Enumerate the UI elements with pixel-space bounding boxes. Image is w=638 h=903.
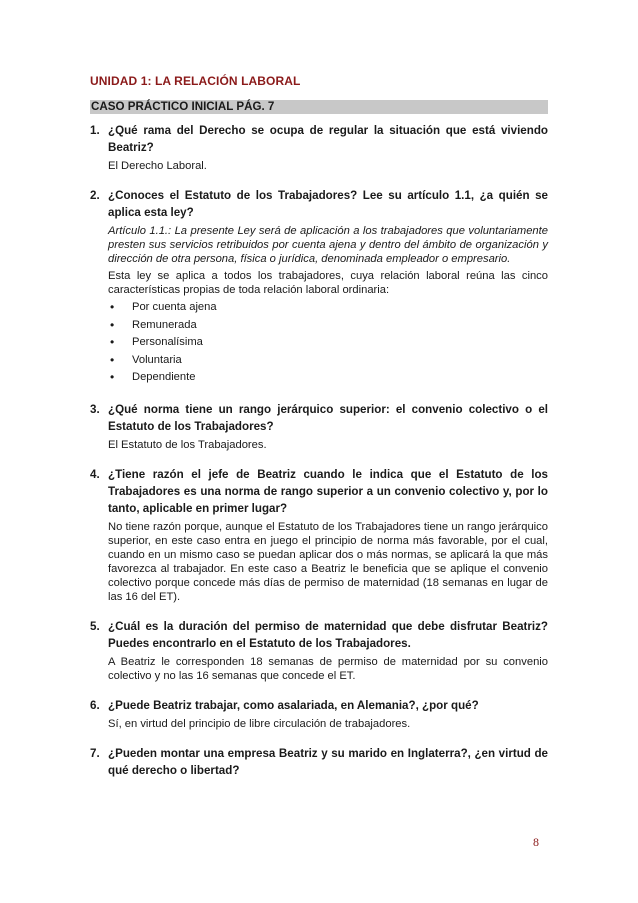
- question-text: ¿Conoces el Estatuto de los Trabajadores? Lee su artículo 1.1, ¿a quién se aplica esta ley?: [108, 189, 548, 219]
- list-item: • Personalísima: [108, 334, 548, 352]
- question-text: ¿Qué rama del Derecho se ocupa de regular la situación que está viviendo Beatriz?: [108, 124, 548, 154]
- list-item: • Remunerada: [108, 317, 548, 335]
- question-number: 4.: [90, 467, 100, 481]
- list-item: • Voluntaria: [108, 352, 548, 370]
- bullet-icon: •: [110, 352, 115, 367]
- question-number: 1.: [90, 124, 100, 137]
- question-number: 7.: [90, 746, 100, 760]
- answer-text: A Beatriz le corresponden 18 semanas de permiso de maternidad por su convenio colectivo y no las 16 semanas que concede el ET.: [108, 655, 548, 682]
- bullet-icon: •: [110, 317, 115, 332]
- question-6: [90, 697, 548, 731]
- answer-text: El Derecho Laboral.: [108, 160, 207, 172]
- list-item: • Dependiente: [108, 369, 548, 387]
- question-text: ¿Cuál es la duración del permiso de maternidad que debe disfrutar Beatriz? Puedes encontrarlo en el Estatuto de los Trabajadores.: [108, 619, 548, 650]
- question-text: ¿Puede Beatriz trabajar, como asalariada, en Alemania?, ¿por qué?: [108, 698, 479, 712]
- question-number: 3.: [90, 402, 100, 416]
- unit-title: UNIDAD 1: LA RELACIÓN LABORAL: [90, 74, 301, 88]
- question-2: [90, 187, 548, 387]
- question-3: [90, 401, 548, 452]
- question-text: ¿Qué norma tiene un rango jerárquico superior: el convenio colectivo o el Estatuto de los Trabajadores?: [108, 402, 548, 433]
- bullet-icon: •: [110, 335, 115, 349]
- answer-text: Sí, en virtud del principio de libre circulación de trabajadores.: [108, 717, 411, 730]
- question-number: 6.: [90, 698, 100, 712]
- answer-text: No tiene razón porque, aunque el Estatuto de los Trabajadores tiene un rango jerárquico superior, en este caso entra en juego el principio de norma más favorable, por el cual, cuando en un mismo caso se puedan aplicar dos o más normas, se aplicará la que más favorezca al trabajador. En este caso a Beatriz le beneficia que se aplique el convenio colectivo porque concede más días de permiso de maternidad (18 semanas en lugar de las 16 del ET).: [108, 520, 548, 603]
- question-text: ¿Pueden montar una empresa Beatriz y su marido en Inglaterra?, ¿en virtud de qué derecho o libertad?: [108, 746, 548, 777]
- question-7: [90, 745, 548, 779]
- question-1: [90, 122, 548, 173]
- question-number: 2.: [90, 189, 100, 202]
- question-5: [90, 618, 548, 683]
- bullet-icon: •: [110, 300, 115, 314]
- list-item: • Por cuenta ajena: [108, 299, 548, 317]
- question-4: [90, 466, 548, 604]
- question-text: ¿Tiene razón el jefe de Beatriz cuando le indica que el Estatuto de los Trabajadores es una norma de rango superior a un convenio colectivo y, por lo tanto, aplicable en primer lugar?: [108, 467, 548, 515]
- question-number: 5.: [90, 619, 100, 633]
- page-number: 8: [533, 835, 539, 849]
- bullet-icon: •: [110, 370, 115, 384]
- case-title-bar: CASO PRÁCTICO INICIAL PÁG. 7: [90, 100, 548, 114]
- article-quote: Artículo 1.1.: La presente Ley será de aplicación a los trabajadores que voluntariamente presten sus servicios retribuidos por cuenta ajena y dentro del ámbito de organización y dirección de otra persona, física o jurídica, denominada empleador o empresario.: [108, 225, 548, 265]
- characteristics-list: [108, 299, 548, 387]
- question-list: [90, 122, 548, 793]
- answer-text: El Estatuto de los Trabajadores.: [108, 438, 267, 451]
- answer-text: Esta ley se aplica a todos los trabajadores, cuya relación laboral reúna las cinco características propias de toda relación laboral ordinaria:: [108, 270, 548, 296]
